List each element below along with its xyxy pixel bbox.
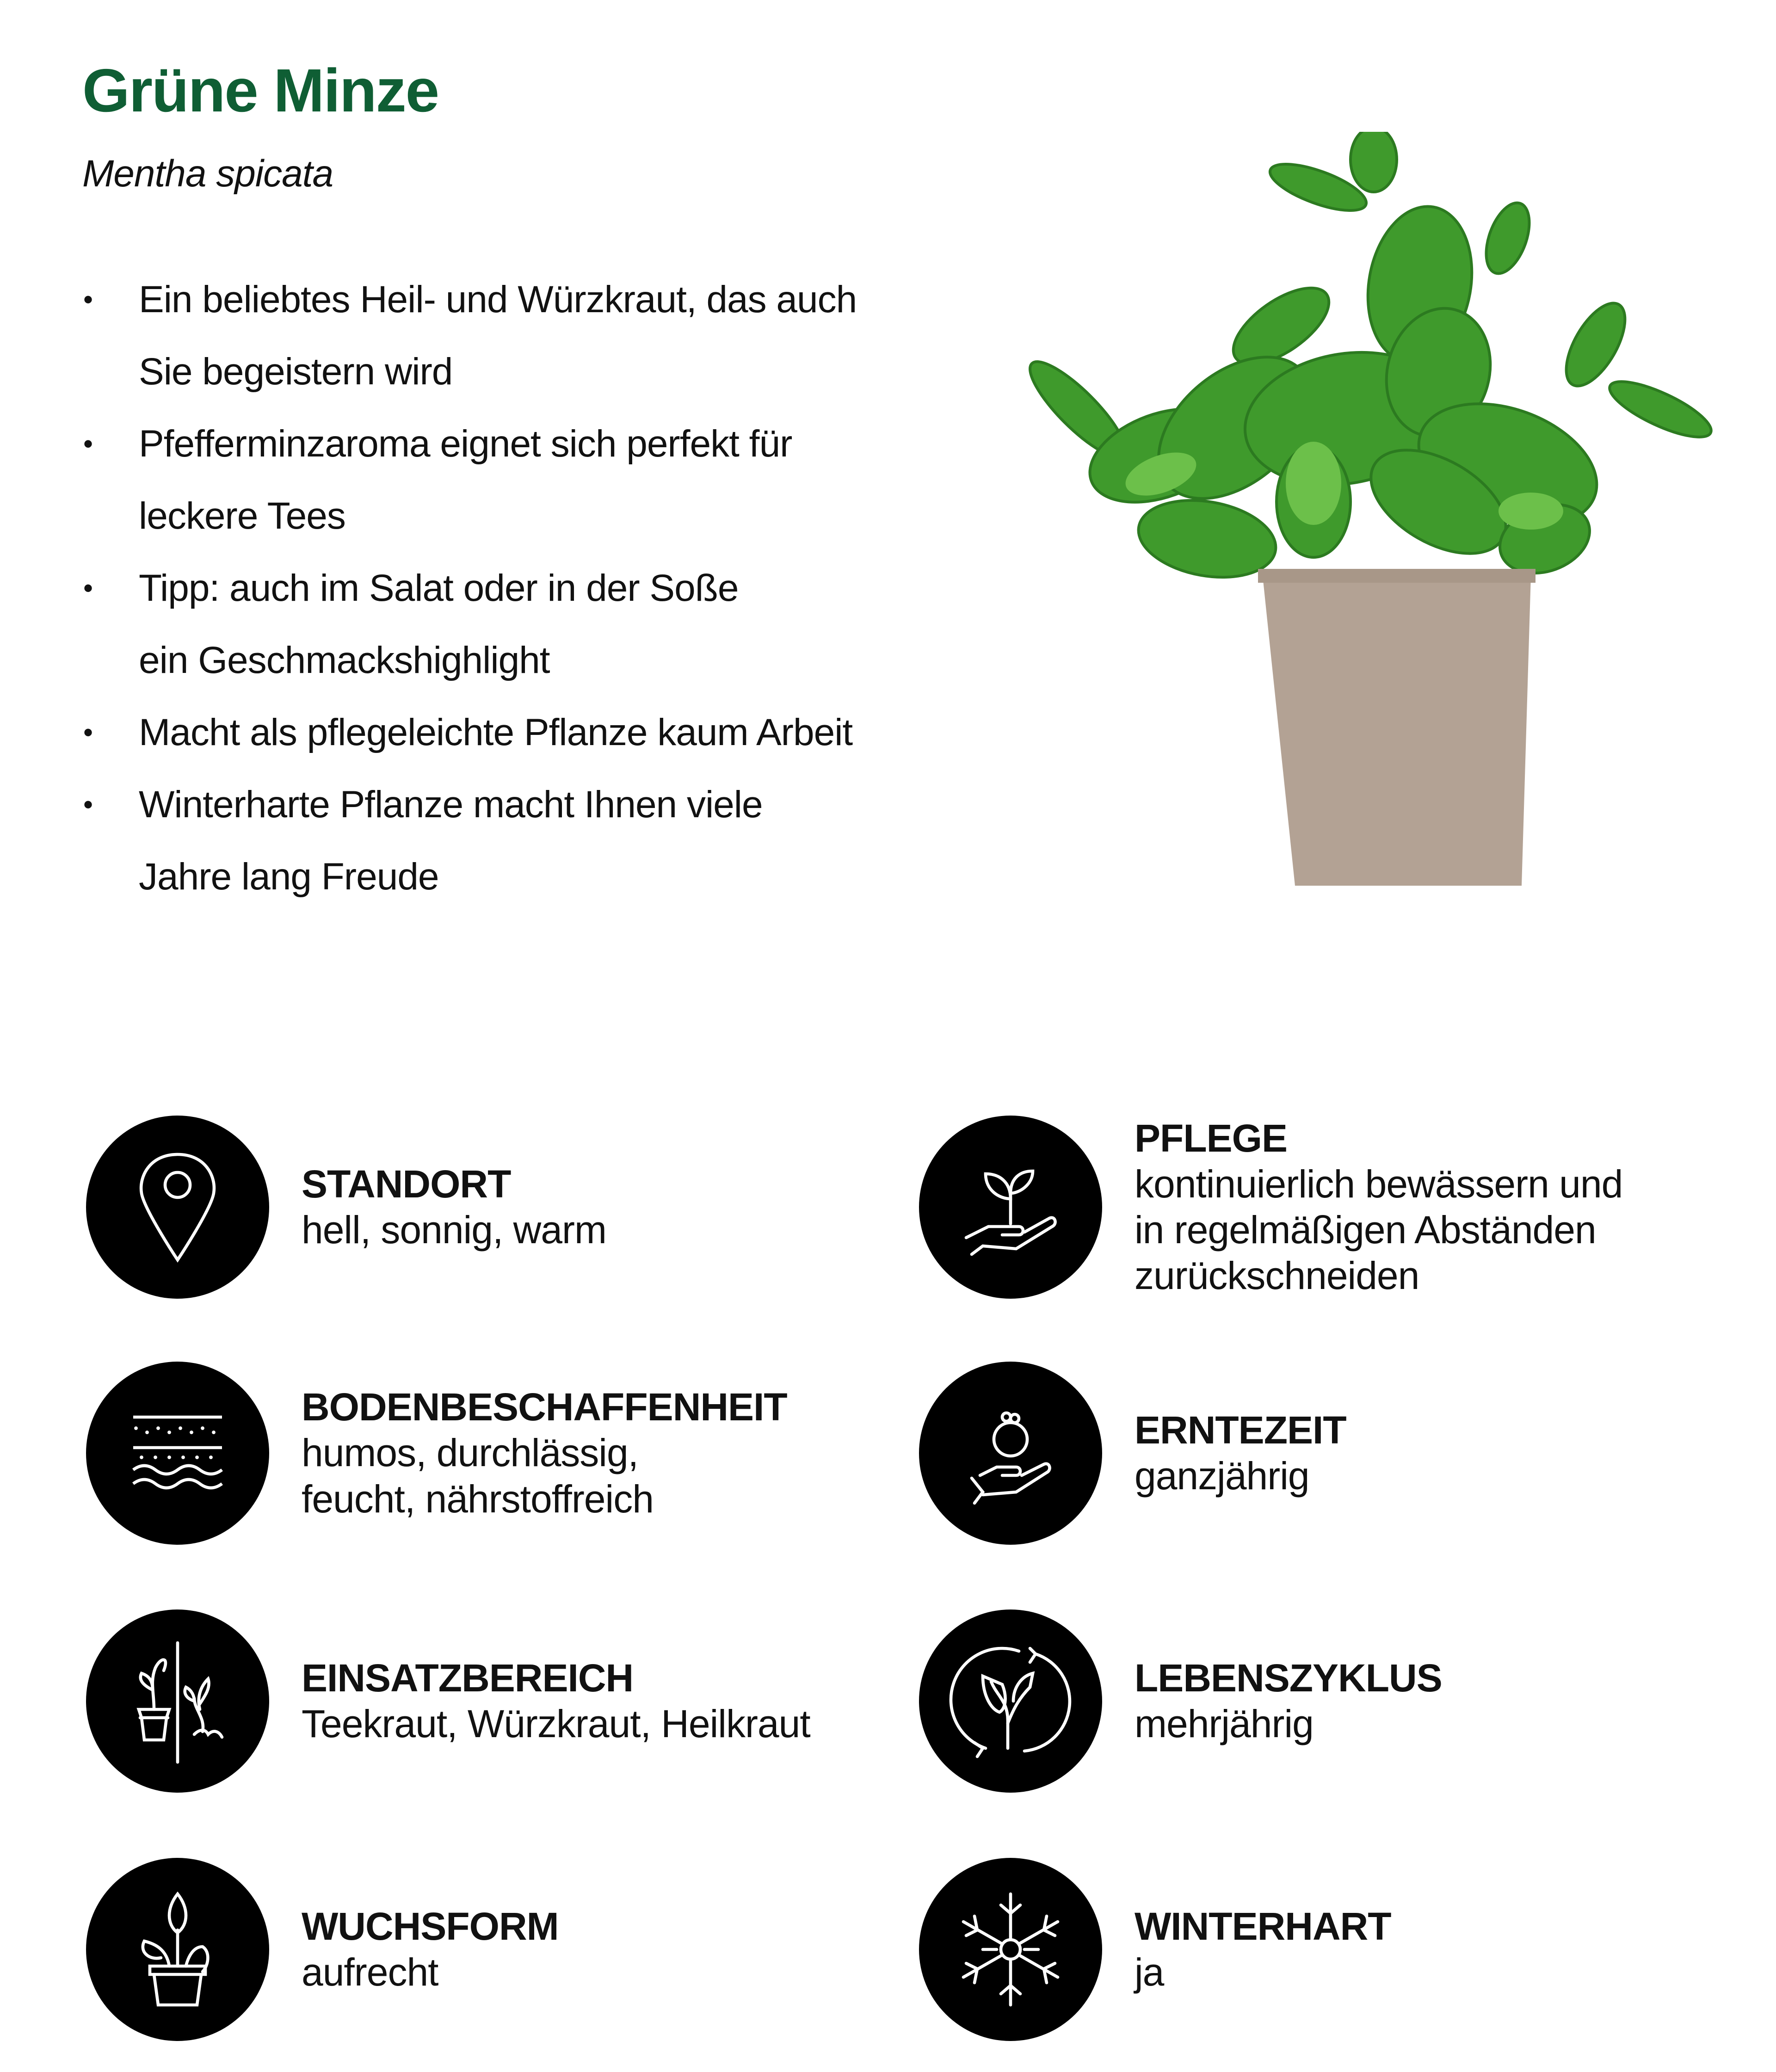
feature-pflege xyxy=(919,1116,1653,1299)
feature-value: ja xyxy=(1135,1950,1164,1994)
feature-bullet-list xyxy=(79,264,957,913)
bullet-item: • Macht als pflegeleichte Pflanze kaum Arbeit xyxy=(79,697,971,769)
bullet-dot-icon: • xyxy=(83,428,93,459)
snowflake-icon xyxy=(919,1858,1102,2041)
feature-value: kontinuierlich bewässern und in regelmäßigen Abständen zurückschneiden xyxy=(1135,1162,1623,1298)
feature-winterhart xyxy=(919,1858,1391,2041)
feature-heading: WUCHSFORM xyxy=(302,1904,559,1948)
bullet-item: • Tipp: auch im Salat oder in der Soße ein Geschmackshighlight xyxy=(79,552,786,697)
feature-standort xyxy=(86,1116,764,1299)
feature-heading: PFLEGE xyxy=(1135,1116,1288,1160)
pot xyxy=(1263,576,1531,886)
feature-wuchsform xyxy=(86,1858,559,2041)
feature-value: Teekraut, Würzkraut, Heilkraut xyxy=(302,1702,810,1745)
bullet-dot-icon: • xyxy=(83,789,93,820)
bullet-dot-icon: • xyxy=(83,284,93,315)
bullet-dot-icon: • xyxy=(83,573,93,604)
potted-plant-icon xyxy=(86,1858,269,2041)
feature-heading: LEBENSZYKLUS xyxy=(1135,1656,1442,1700)
feature-value: aufrecht xyxy=(302,1950,438,1994)
bullet-item: • Pfefferminzaroma eignet sich perfekt für leckere Tees xyxy=(79,408,860,552)
location-pin-icon xyxy=(86,1116,269,1299)
latin-name: Mentha spicata xyxy=(82,153,333,195)
product-image xyxy=(1022,132,1734,900)
feature-heading: ERNTEZEIT xyxy=(1135,1408,1346,1452)
feature-heading: BODENBESCHAFFENHEIT xyxy=(302,1385,787,1429)
cycle-sprout-icon xyxy=(919,1610,1102,1793)
bullet-item: • Winterharte Pflanze macht Ihnen viele Jahre lang Freude xyxy=(79,769,809,913)
hand-fruit-icon xyxy=(919,1362,1102,1545)
pot-and-ground-plant-icon xyxy=(86,1610,269,1793)
feature-heading: EINSATZBEREICH xyxy=(302,1656,634,1700)
feature-value: mehrjährig xyxy=(1135,1702,1314,1745)
hand-sprout-icon xyxy=(919,1116,1102,1299)
feature-heading: WINTERHART xyxy=(1135,1904,1391,1948)
feature-lebenszyklus xyxy=(919,1610,1442,1793)
feature-value: ganzjährig xyxy=(1135,1454,1309,1498)
product-title: Grüne Minze xyxy=(82,56,439,124)
soil-layers-icon xyxy=(86,1362,269,1545)
feature-heading: STANDORT xyxy=(302,1162,511,1206)
feature-value: hell, sonnig, warm xyxy=(302,1208,606,1252)
feature-value: humos, durchlässig, feucht, nährstoffreich xyxy=(302,1431,654,1521)
bullet-item: • Ein beliebtes Heil- und Würzkraut, das auch Sie begeistern wird xyxy=(79,264,860,408)
feature-bodenbeschaffenheit xyxy=(86,1362,787,1545)
bullet-dot-icon: • xyxy=(83,717,93,748)
potted-mint-illustration xyxy=(1022,132,1734,900)
feature-erntezeit xyxy=(919,1362,1346,1545)
feature-einsatzbereich xyxy=(86,1610,810,1793)
